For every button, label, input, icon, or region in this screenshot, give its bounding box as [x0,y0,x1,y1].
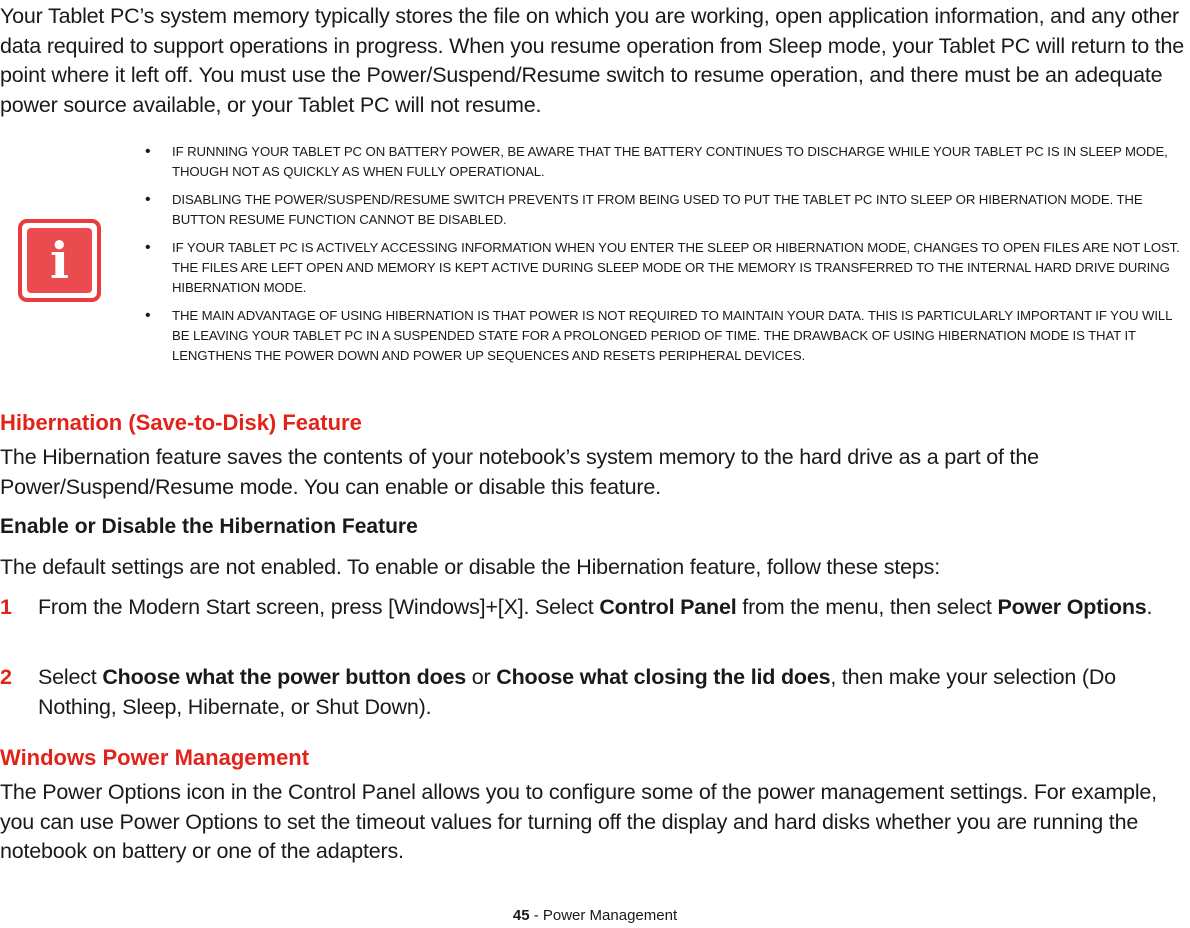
note-bullet-list [145,142,1185,374]
enable-disable-subheading: Enable or Disable the Hibernation Feature [0,515,418,538]
control-panel-term: Control Panel [599,595,737,619]
bullet-dot: • [145,307,151,324]
info-icon: i [27,228,92,293]
step-number: 2 [0,665,12,689]
note-bullet-item [145,238,1185,298]
note-bullet-text: IF RUNNING YOUR TABLET PC ON BATTERY POWER, BE AWARE THAT THE BATTERY CONTINUES TO DISCHARGE WHILE YOUR TABLET PC IS IN SLEEP MODE, THOUGH NOT AS QUICKLY AS WHEN FULLY OPERATIONAL. [172,144,1168,179]
note-bullet-text: IF YOUR TABLET PC IS ACTIVELY ACCESSING INFORMATION WHEN YOU ENTER THE SLEEP OR HIBERNATION MODE, CHANGES TO OPEN FILES ARE NOT LOST. THE FILES ARE LEFT OPEN AND MEMORY IS KEPT ACTIVE DURING SLEEP MODE OR THE MEMORY IS TRANSFERRED TO THE INTERNAL HARD DRIVE DURING HIBERNATION MODE. [172,240,1180,295]
step-text: From the Modern Start screen, press [Windows]+[X]. Select Control Panel from the menu, then select Power Options. [38,595,1153,619]
bullet-dot: • [145,239,151,256]
step-text: Select Choose what the power button does or Choose what closing the lid does, then make your selection (Do Nothing, Sleep, Hibernate, or Shut Down). [38,665,1116,719]
closing-lid-term: Choose what closing the lid does [496,665,831,689]
info-note-icon [18,219,101,302]
note-bullet-text: DISABLING THE POWER/SUSPEND/RESUME SWITCH PREVENTS IT FROM BEING USED TO PUT THE TABLET PC INTO SLEEP OR HIBERNATION MODE. THE BUTTON RESUME FUNCTION CANNOT BE DISABLED. [172,192,1143,227]
step-item [0,662,1190,722]
note-bullet-item [145,142,1185,182]
page-number: 45 [512,907,530,924]
intro-paragraph: Your Tablet PC’s system memory typically stores the file on which you are working, open application information, and any other data required to support operations in progress. When you resume operation from Sleep mode, your Tablet PC will return to the point where it left off. You must use the Power/Suspend/Resume switch to resume operation, and there must be an adequate power source available, or your Tablet PC will not resume. [0,4,1185,117]
note-bullet-item [145,306,1185,366]
step-item [0,592,1190,622]
bullet-dot: • [145,143,151,160]
step-number: 1 [0,595,12,619]
power-button-term: Choose what the power button does [102,665,467,689]
note-bullet-item [145,190,1185,230]
bullet-dot: • [145,191,151,208]
steps-intro-paragraph: The default settings are not enabled. To enable or disable the Hibernation feature, follow these steps: [0,555,940,579]
note-bullet-text: THE MAIN ADVANTAGE OF USING HIBERNATION IS THAT POWER IS NOT REQUIRED TO MAINTAIN YOUR DATA. THIS IS PARTICULARLY IMPORTANT IF YOU WILL BE LEAVING YOUR TABLET PC IN A SUSPENDED STATE FOR A PROLONGED PERIOD OF TIME. THE DRAWBACK OF USING HIBERNATION MODE IS THAT IT LENGTHENS THE POWER DOWN AND POWER UP SEQUENCES AND RESETS PERIPHERAL DEVICES. [172,308,1172,363]
power-management-paragraph: The Power Options icon in the Control Panel allows you to configure some of the power management settings. For example, you can use Power Options to set the timeout values for turning off the display and hard disks whether you are running the notebook on battery or one of the adapters. [0,780,1157,863]
hibernation-heading: Hibernation (Save-to-Disk) Feature [0,410,362,435]
power-management-heading: Windows Power Management [0,745,310,770]
power-options-term: Power Options [997,595,1147,619]
hibernation-paragraph: The Hibernation feature saves the contents of your notebook’s system memory to the hard drive as a part of the Power/Suspend/Resume mode. You can enable or disable this feature. [0,445,1039,499]
footer-section: - Power Management [529,907,678,924]
page-footer [0,906,1190,926]
